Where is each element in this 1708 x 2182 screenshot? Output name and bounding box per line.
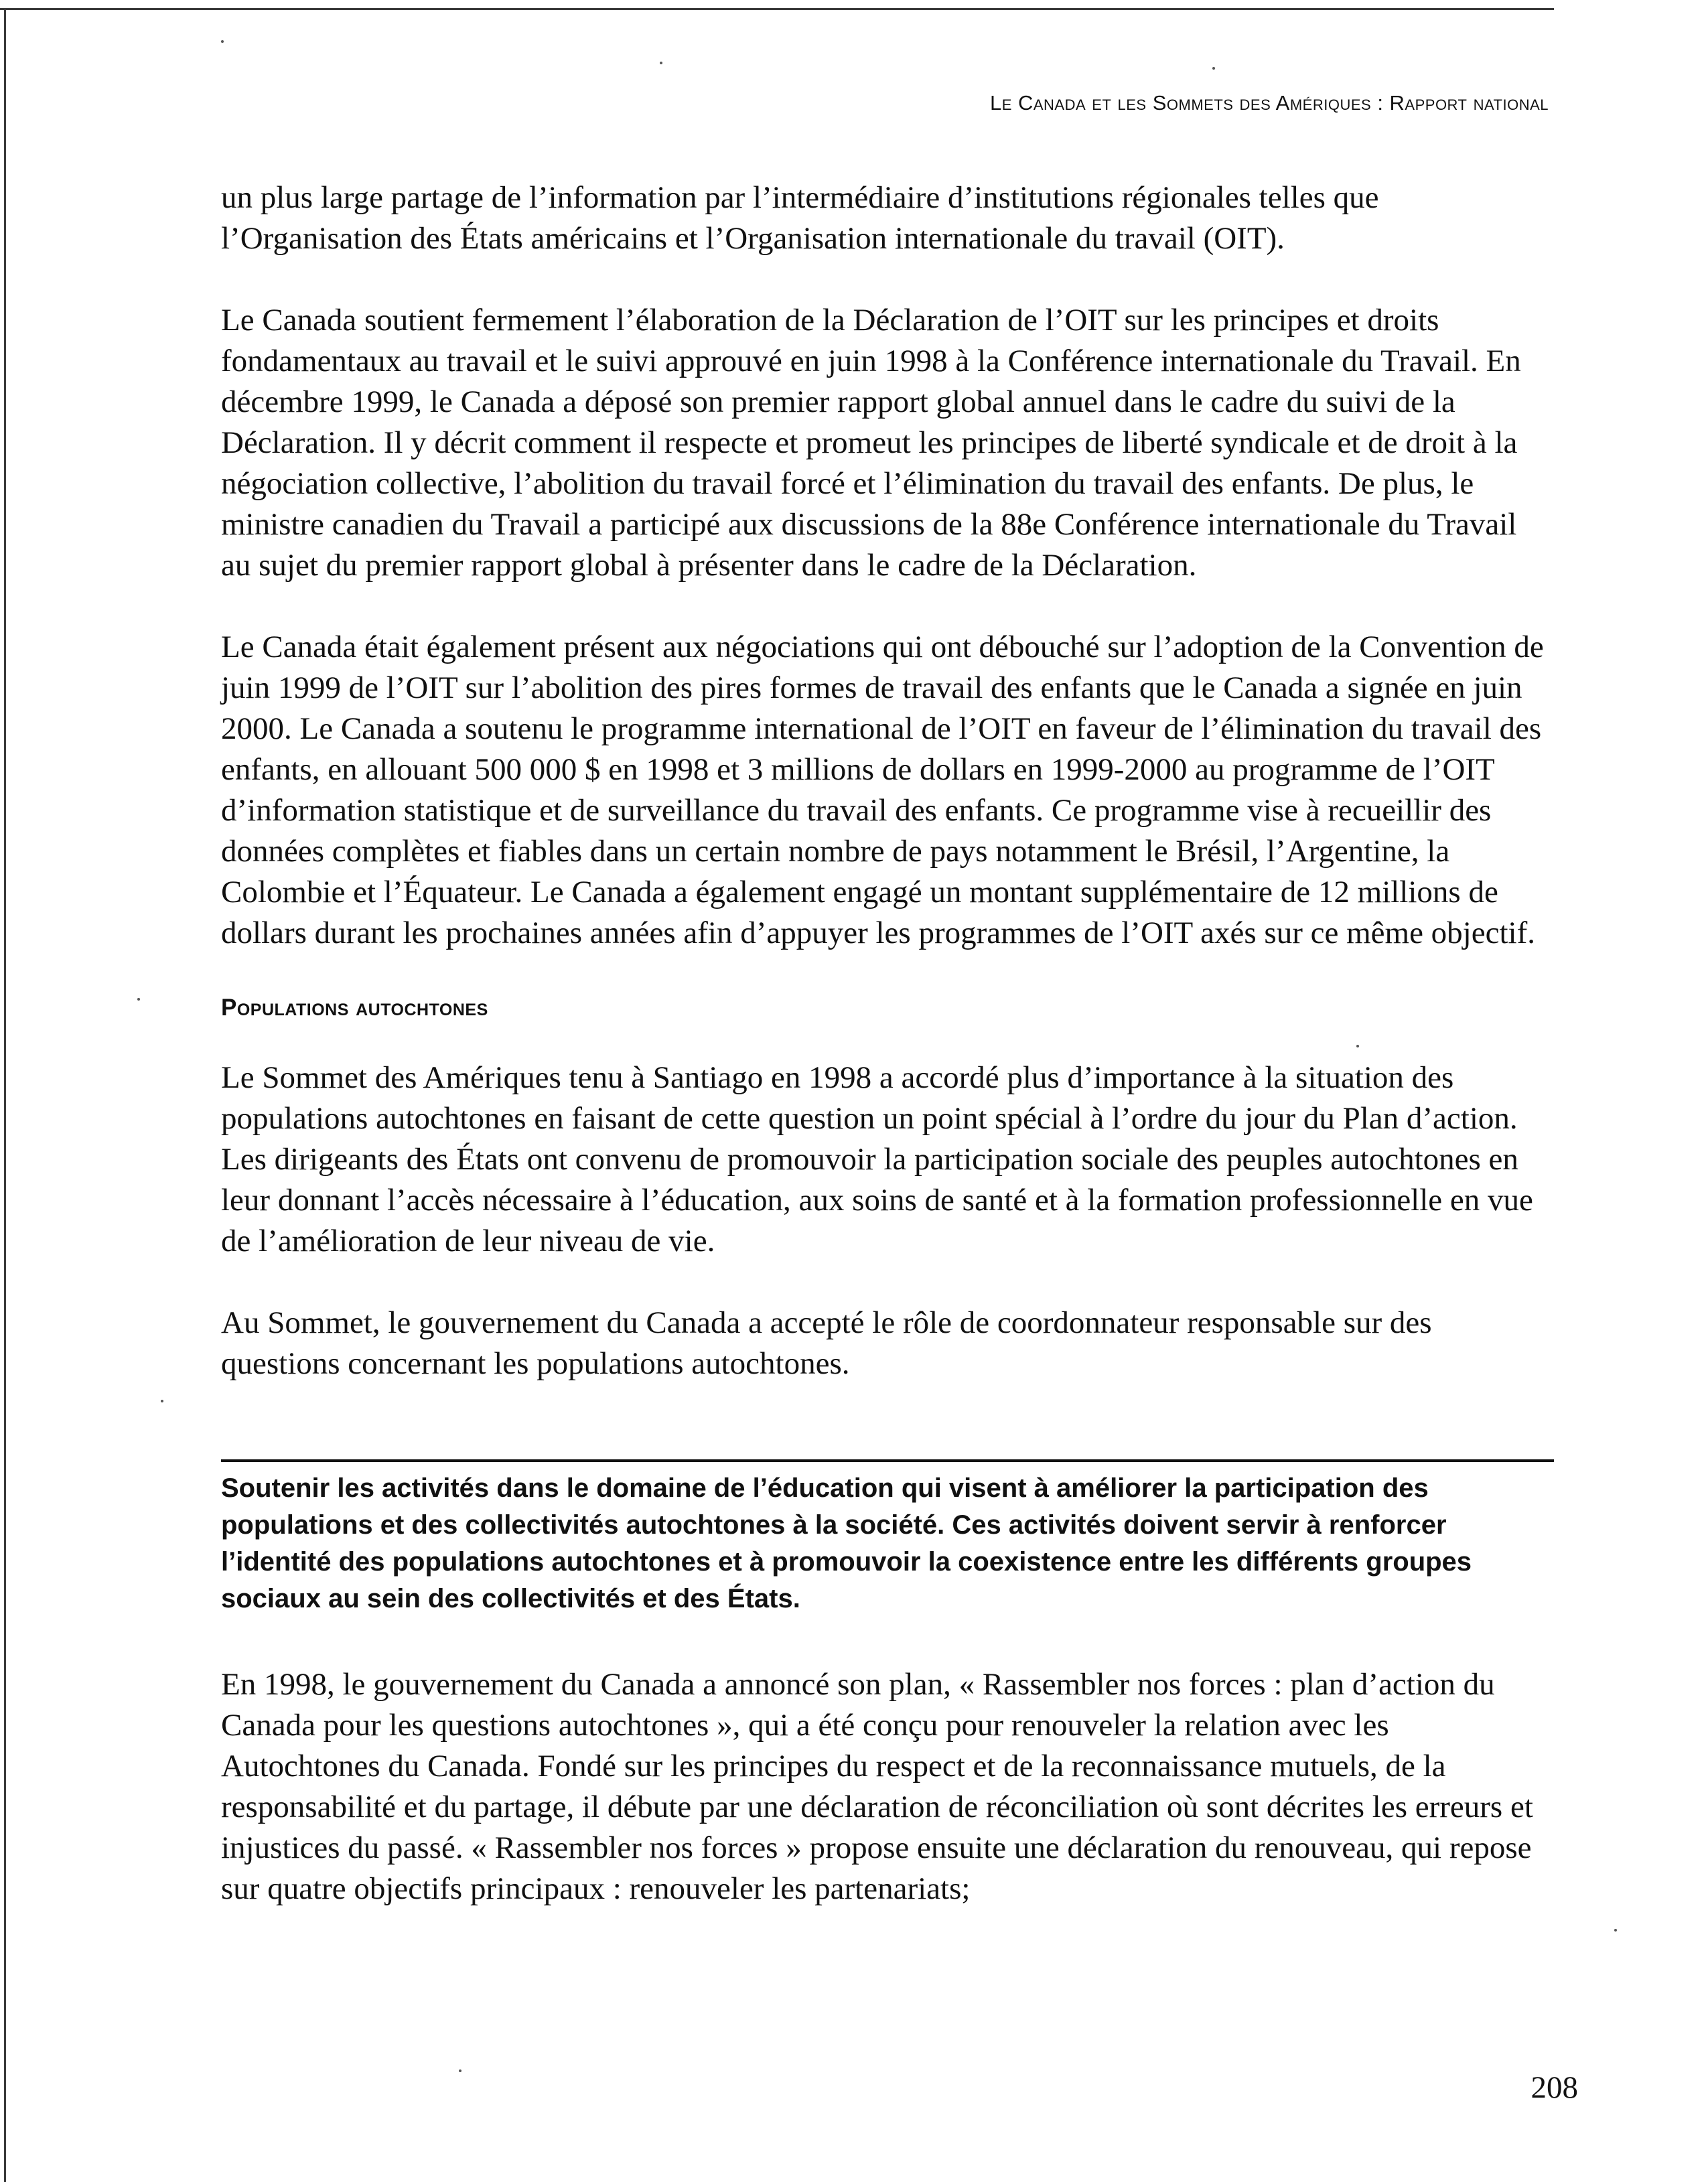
- section-heading: Populations autochtones: [221, 995, 488, 1021]
- scan-speck: [1212, 67, 1215, 70]
- objective-box: [221, 1459, 1554, 1617]
- top-scan-rule: [0, 8, 1554, 10]
- scan-speck: [1614, 1929, 1617, 1932]
- paragraph-section-2: Au Sommet, le gouvernement du Canada a accepté le rôle de coordonnateur responsable sur des questions concernant les populations autochtones.: [221, 1305, 1432, 1381]
- scan-speck: [221, 40, 224, 43]
- objective-text: Soutenir les activités dans le domaine de l’éducation qui visent à améliorer la participation des populations et des collectivités autochtones à la société. Ces activités doivent servir à renforcer l’identité des populations autochtones et à promouvoir la coexistence entre les différents groupes sociaux au sein des collectivités et des États.: [221, 1473, 1472, 1613]
- scan-speck: [660, 62, 662, 64]
- scan-speck: [1356, 1045, 1359, 1047]
- paragraph-intro-3: Le Canada était également présent aux négociations qui ont débouché sur l’adoption de la Convention de juin 1999 de l’OIT sur l’abolition des pires formes de travail des enfants que le Canada a signée en juin 2000. Le Canada a soutenu le programme international de l’OIT en faveur de l’élimination du travail des enfants, en allouant 500 000 $ en 1998 et 3 millions de dollars en 1999-2000 au programme de l’OIT d’information statistique et de surveillance du travail des enfants. Ce programme vise à recueillir des données complètes et fiables dans un certain nombre de pays notamment le Brésil, l’Argentine, la Colombie et l’Équateur. Le Canada a également engagé un montant supplémentaire de 12 millions de dollars durant les prochaines années afin d’appuyer les programmes de l’OIT axés sur ce même objectif.: [221, 630, 1544, 950]
- paragraph-intro-1: un plus large partage de l’information par l’intermédiaire d’institutions régionales telles que l’Organisation des États américains et l’Organisation internationale du travail (OIT).: [221, 180, 1379, 256]
- paragraph-intro-2: Le Canada soutient fermement l’élaboration de la Déclaration de l’OIT sur les principes et droits fondamentaux au travail et le suivi approuvé en juin 1998 à la Conférence internationale du Travail. En décembre 1999, le Canada a déposé son premier rapport global annuel dans le cadre du suivi de la Déclaration. Il y décrit comment il respecte et promeut les principes de liberté syndicale et de droit à la négociation collective, l’abolition du travail forcé et l’élimination du travail des enfants. De plus, le ministre canadien du Travail a participé aux discussions de la 88e Conférence internationale du Travail au sujet du premier rapport global à présenter dans le cadre de la Déclaration.: [221, 303, 1521, 583]
- left-scan-rule: [4, 8, 6, 2182]
- paragraph-section-1: Le Sommet des Amériques tenu à Santiago en 1998 a accordé plus d’importance à la situation des populations autochtones en faisant de cette question un point spécial à l’ordre du jour du Plan d’action. Les dirigeants des États ont convenu de promouvoir la participation sociale des peuples autochtones en leur donnant l’accès nécessaire à l’éducation, aux soins de santé et à la formation professionnelle en vue de l’amélioration de leur niveau de vie.: [221, 1060, 1533, 1258]
- page-body: [221, 177, 1554, 1950]
- page-number: 208: [1531, 2070, 1578, 2105]
- scan-speck: [459, 2069, 461, 2072]
- paragraph-closing: En 1998, le gouvernement du Canada a annoncé son plan, « Rassembler nos forces : plan d’action du Canada pour les questions autochtones », qui a été conçu pour renouveler la relation avec les Autochtones du Canada. Fondé sur les principes du respect et de la reconnaissance mutuels, de la responsabilité et du partage, il débute par une déclaration de réconciliation où sont décrites les erreurs et injustices du passé. « Rassembler nos forces » propose ensuite une déclaration du renouveau, qui repose sur quatre objectifs principaux : renouveler les partenariats;: [221, 1667, 1533, 1906]
- scan-speck: [161, 1400, 163, 1402]
- scan-speck: [137, 998, 140, 1001]
- running-header: Le Canada et les Sommets des Amériques : Rapport national: [989, 91, 1549, 115]
